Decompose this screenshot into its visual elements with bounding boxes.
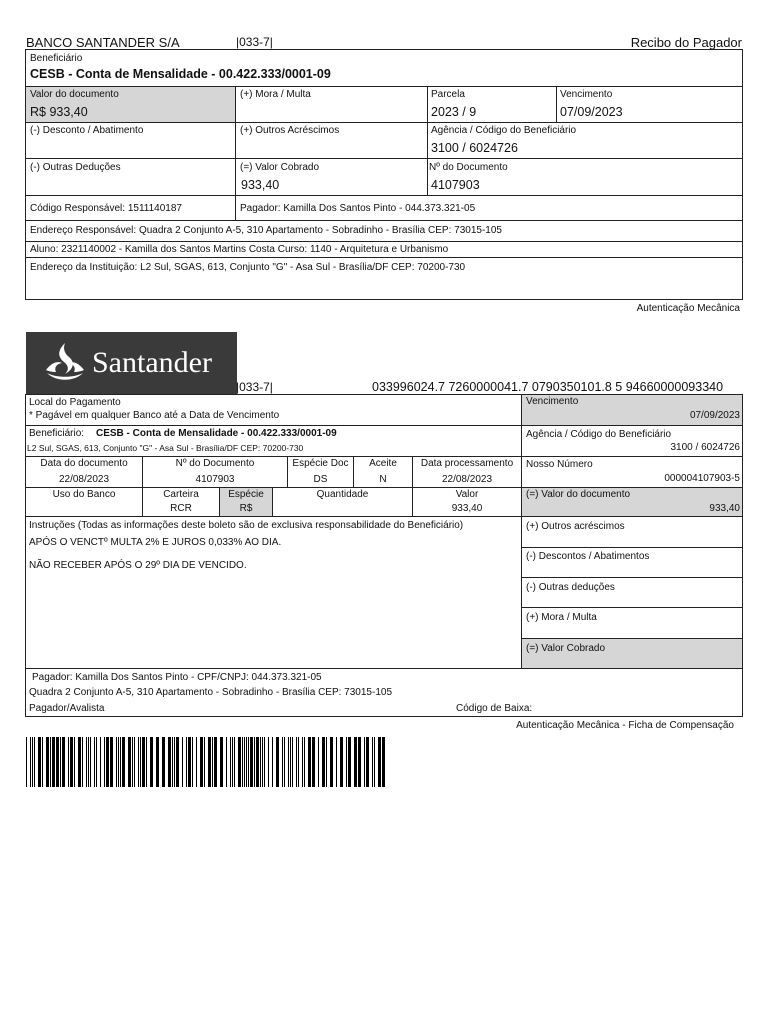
- slip-valor-doc-label: (=) Valor do documento: [526, 489, 631, 500]
- barcode-bar: [38, 737, 41, 787]
- barcode-bar: [242, 737, 243, 787]
- barcode-bar: [100, 737, 101, 787]
- local-label: Local do Pagamento: [29, 397, 121, 408]
- slip-beneficiario-value: CESB - Conta de Mensalidade - 00.422.333/0001-09: [96, 428, 337, 439]
- barcode-bar: [234, 737, 235, 787]
- barcode-bar: [262, 737, 263, 787]
- barcode-bar: [122, 737, 125, 787]
- barcode-bar: [176, 737, 179, 787]
- barcode-bar: [156, 737, 159, 787]
- endereco-instituicao: Endereço da Instituição: L2 Sul, SGAS, 613, Conjunto "G" - Asa Sul - Brasília/DF CEP: 70200-730: [30, 262, 466, 273]
- barcode-bar: [146, 737, 147, 787]
- barcode-bar: [308, 737, 311, 787]
- data-proc-label: Data processamento: [420, 458, 514, 469]
- num-doc-label: Nº do Documento: [429, 162, 508, 173]
- barcode-bar: [244, 737, 245, 787]
- especie-doc-label: Espécie Doc: [292, 458, 349, 469]
- pagador-avalista: Pagador/Avalista: [29, 703, 105, 714]
- barcode-bar: [372, 737, 373, 787]
- slip-valor-cobrado-label: (=) Valor Cobrado: [526, 643, 606, 654]
- valor-doc-value: R$ 933,40: [30, 105, 88, 119]
- outros-acrescimos-label: (+) Outros Acréscimos: [240, 125, 340, 136]
- barcode-bar: [366, 737, 369, 787]
- slip-pagador: Pagador: Kamilla Dos Santos Pinto - CPF/CNPJ: 044.373.321-05: [32, 672, 322, 683]
- barcode-bar: [182, 737, 183, 787]
- barcode-bar: [378, 737, 381, 787]
- barcode-bar: [348, 737, 351, 787]
- santander-flame-icon: [44, 340, 86, 384]
- local-value: * Pagável em qualquer Banco até a Data de Vencimento: [29, 410, 280, 421]
- barcode-bar: [68, 737, 69, 787]
- barcode-bar: [120, 737, 121, 787]
- barcode-bar: [106, 737, 109, 787]
- uso-banco-label: Uso do Banco: [52, 489, 116, 500]
- beneficiario-label: Beneficiário: [30, 53, 83, 64]
- instrucoes-label: Instruções (Todas as informações deste boleto são de exclusiva responsabilidade do Beneficiário): [29, 520, 464, 531]
- agencia-value: 3100 / 6024726: [431, 141, 518, 155]
- barcode-bar: [118, 737, 119, 787]
- barcode-bar: [88, 737, 89, 787]
- valor-cobrado-value: 933,40: [241, 178, 280, 192]
- agencia-label: Agência / Código do Beneficiário: [431, 125, 577, 136]
- slip-vencimento-label: Vencimento: [526, 396, 579, 407]
- vencimento-value: 07/09/2023: [560, 105, 623, 119]
- barcode-bar: [86, 737, 87, 787]
- mora-label: (+) Mora / Multa: [240, 89, 311, 100]
- barcode-bar: [226, 737, 227, 787]
- barcode-bar: [302, 737, 303, 787]
- barcode-bar: [330, 737, 333, 787]
- barcode-bar: [230, 737, 231, 787]
- especie-doc-value: DS: [313, 474, 328, 485]
- barcode-bar: [26, 737, 27, 787]
- aceite-label: Aceite: [369, 458, 397, 469]
- slip-bank-code: |033-7|: [236, 380, 273, 394]
- barcode-bar: [204, 737, 205, 787]
- barcode-bar: [116, 737, 117, 787]
- barcode-bar: [288, 737, 289, 787]
- especie-label: Espécie: [228, 489, 264, 500]
- logo-text: Santander: [92, 346, 212, 379]
- slip-vencimento-value: 07/09/2023: [689, 410, 740, 421]
- barcode-bar: [78, 737, 81, 787]
- barcode-bar: [312, 737, 315, 787]
- barcode-bar: [162, 737, 165, 787]
- barcode-bar: [192, 737, 193, 787]
- barcode-bar: [46, 737, 49, 787]
- barcode-bar: [32, 737, 33, 787]
- barcode-bar: [290, 737, 291, 787]
- receipt-autenticacao: Autenticação Mecânica: [636, 303, 740, 314]
- barcode-bar: [196, 737, 197, 787]
- data-doc-label: Data do documento: [40, 458, 128, 469]
- barcode-bar: [30, 737, 31, 787]
- slip-outras-deducoes-label: (-) Outras deduções: [526, 582, 615, 593]
- barcode-bar: [382, 737, 385, 787]
- barcode-bar: [322, 737, 325, 787]
- slip-mora-label: (+) Mora / Multa: [526, 612, 597, 623]
- barcode-bar: [34, 737, 35, 787]
- barcode-bar: [134, 737, 135, 787]
- barcode-bar: [50, 737, 51, 787]
- barcode-bar: [346, 737, 347, 787]
- bank-name: BANCO SANTANDER S/A: [26, 35, 180, 50]
- barcode-bar: [326, 737, 327, 787]
- slip-pagador-endereco: Quadra 2 Conjunto A-5, 310 Apartamento - Sobradinho - Brasília CEP: 73015-105: [29, 687, 393, 698]
- slip-descontos-label: (-) Descontos / Abatimentos: [526, 551, 650, 562]
- parcela-value: 2023 / 9: [431, 105, 477, 119]
- codigo-responsavel: Código Responsável: 1511140187: [30, 203, 182, 214]
- barcode-bar: [256, 737, 259, 787]
- barcode-bar: [296, 737, 297, 787]
- barcode-bar: [284, 737, 285, 787]
- instrucao-2: NÃO RECEBER APÓS O 29º DIA DE VENCIDO.: [29, 560, 247, 571]
- barcode-bar: [138, 737, 139, 787]
- barcode-bar: [60, 737, 61, 787]
- num-doc-value: 4107903: [431, 178, 480, 192]
- barcode-bar: [56, 737, 59, 787]
- barcode-bar: [90, 737, 91, 787]
- barcode-bar: [354, 737, 357, 787]
- slip-num-doc-value: 4107903: [195, 474, 235, 485]
- nosso-numero-label: Nosso Número: [526, 459, 593, 470]
- quantidade-label: Quantidade: [316, 489, 369, 500]
- barcode-bar: [150, 737, 153, 787]
- aluno-info: Aluno: 2321140002 - Kamilla dos Santos Martins Costa Curso: 1140 - Arquitetura e Urbanismo: [30, 244, 449, 255]
- barcode-bar: [364, 737, 365, 787]
- receipt-title: Recibo do Pagador: [630, 35, 742, 50]
- valor-value: 933,40: [451, 503, 483, 514]
- barcode-bar: [174, 737, 175, 787]
- slip-valor-doc-value: 933,40: [709, 503, 740, 514]
- barcode-bar: [52, 737, 55, 787]
- barcode-bar: [232, 737, 233, 787]
- barcode-bar: [42, 737, 43, 787]
- receipt-pagador: Pagador: Kamilla Dos Santos Pinto - 044.373.321-05: [240, 203, 476, 214]
- barcode-bar: [82, 737, 83, 787]
- valor-cobrado-label: (=) Valor Cobrado: [240, 162, 320, 173]
- slip-autenticacao: Autenticação Mecânica - Ficha de Compensação: [516, 720, 734, 731]
- barcode-bar: [298, 737, 299, 787]
- barcode-bar: [208, 737, 211, 787]
- aceite-value: N: [379, 474, 387, 485]
- barcode-bar: [254, 737, 255, 787]
- instrucao-1: APÓS O VENCTº MULTA 2% E JUROS 0,033% AO DIA.: [29, 537, 282, 548]
- barcode-bar: [168, 737, 171, 787]
- barcode-bar: [74, 737, 75, 787]
- barcode-bar: [188, 737, 191, 787]
- barcode-bar: [238, 737, 241, 787]
- slip-num-doc-label: Nº do Documento: [175, 458, 255, 469]
- slip-agencia-value: 3100 / 6024726: [670, 442, 740, 453]
- parcela-label: Parcela: [431, 89, 465, 100]
- data-proc-value: 22/08/2023: [441, 474, 493, 485]
- barcode-bar: [186, 737, 187, 787]
- barcode-bar: [172, 737, 173, 787]
- barcode-bar: [246, 737, 247, 787]
- beneficiario-value: CESB - Conta de Mensalidade - 00.422.333/0001-09: [30, 67, 331, 81]
- barcode-bar: [250, 737, 253, 787]
- barcode-bar: [128, 737, 131, 787]
- barcode-bar: [70, 737, 73, 787]
- slip-outros-acrescimos-label: (+) Outros acréscimos: [526, 521, 625, 532]
- barcode-bar: [292, 737, 293, 787]
- barcode-bar: [276, 737, 279, 787]
- barcode-bar: [248, 737, 249, 787]
- valor-doc-label: Valor do documento: [30, 89, 119, 100]
- barcode-bar: [272, 737, 273, 787]
- barcode-bar: [374, 737, 375, 787]
- barcode-bar: [304, 737, 305, 787]
- valor-label: Valor: [455, 489, 479, 500]
- barcode-bar: [142, 737, 145, 787]
- barcode-bar: [200, 737, 203, 787]
- barcode-bar: [264, 737, 265, 787]
- codigo-baixa: Código de Baixa:: [456, 703, 533, 714]
- barcode-bar: [94, 737, 95, 787]
- nosso-numero-value: 000004107903-5: [664, 473, 740, 484]
- santander-logo: [26, 332, 237, 394]
- vencimento-label: Vencimento: [560, 89, 613, 100]
- barcode-bar: [220, 737, 223, 787]
- especie-value: R$: [239, 503, 253, 514]
- barcode-bar: [132, 737, 133, 787]
- data-doc-value: 22/08/2023: [58, 474, 110, 485]
- barcode-bar: [62, 737, 65, 787]
- carteira-value: RCR: [170, 503, 192, 514]
- barcode-bar: [340, 737, 343, 787]
- slip-beneficiario-label: Beneficiário:: [29, 428, 85, 439]
- bank-code: |033-7|: [236, 35, 273, 49]
- barcode-bar: [214, 737, 217, 787]
- barcode-bar: [318, 737, 319, 787]
- barcode: [26, 737, 386, 787]
- barcode-bar: [282, 737, 283, 787]
- outras-deducoes-label: (-) Outras Deduções: [30, 162, 121, 173]
- barcode-bar: [268, 737, 269, 787]
- barcode-bar: [336, 737, 337, 787]
- barcode-bar: [110, 737, 113, 787]
- barcode-bar: [140, 737, 141, 787]
- barcode-bar: [260, 737, 261, 787]
- linha-digitavel: 033996024.7 7260000041.7 0790350101.8 5 94660000093340: [372, 380, 724, 394]
- barcode-bar: [96, 737, 97, 787]
- endereco-responsavel: Endereço Responsável: Quadra 2 Conjunto A-5, 310 Apartamento - Sobradinho - Brasília CEP: 73015-105: [30, 225, 502, 236]
- barcode-bar: [212, 737, 213, 787]
- barcode-bar: [104, 737, 105, 787]
- desconto-label: (-) Desconto / Abatimento: [30, 125, 144, 136]
- slip-agencia-label: Agência / Código do Beneficiário: [526, 429, 672, 440]
- barcode-bar: [358, 737, 361, 787]
- slip-beneficiario-endereco: L2 Sul, SGAS, 613, Conjunto "G" - Asa Sul - Brasília/DF CEP: 70200-730: [27, 443, 304, 453]
- carteira-label: Carteira: [163, 489, 199, 500]
